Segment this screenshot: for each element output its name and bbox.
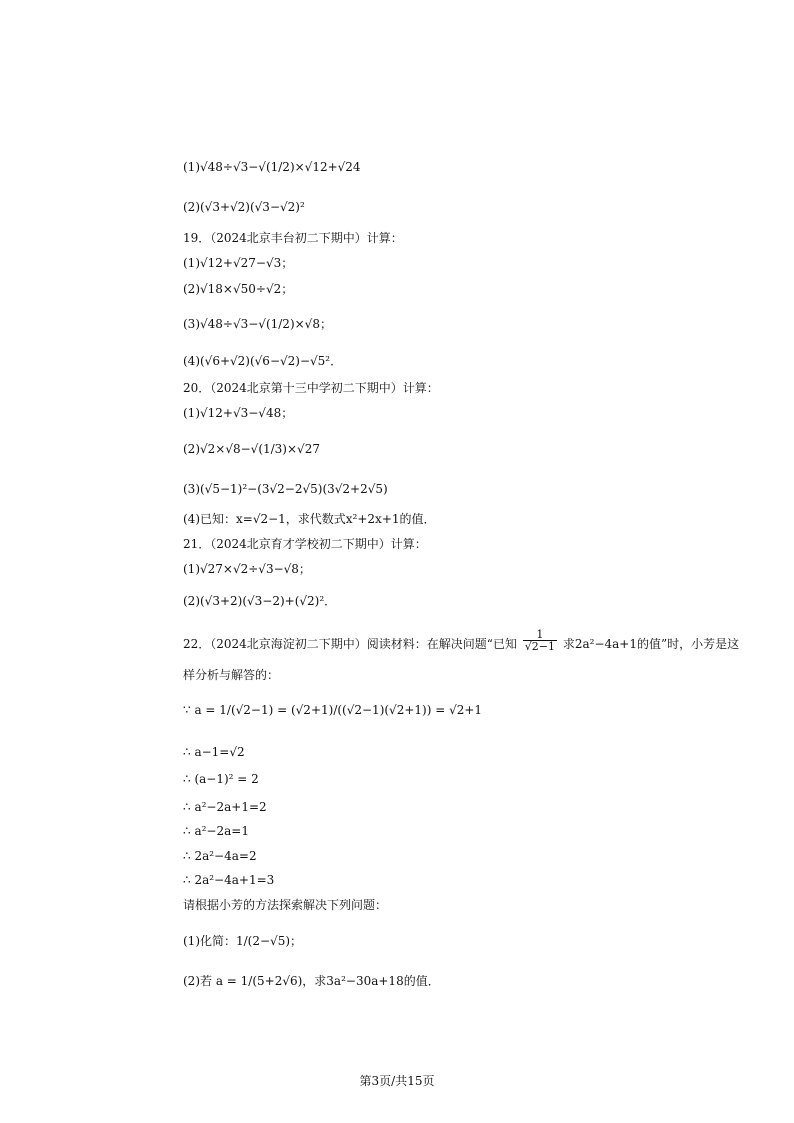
line-19-3: (3)√48÷√3−√(1/2)×√8；	[183, 317, 332, 331]
line-20-1: (1)√12+√3−√48；	[183, 406, 294, 420]
given-fraction-num: 1	[523, 629, 557, 641]
line-20-4: (4)已知：x=√2−1，求代数式x²+2x+1的值．	[183, 512, 436, 526]
problem-22-title-a: 22．（2024北京海淀初二下期中）阅读材料：在解决问题“已知	[183, 637, 517, 651]
step-3: ∴ (a−1)² = 2	[183, 772, 259, 786]
problem-22-title	[183, 628, 740, 653]
problem-19-title: 19．（2024北京丰台初二下期中）计算：	[183, 231, 403, 245]
line-20-2: (2)√2×√8−√(1/3)×√27	[183, 442, 320, 456]
problem-22-title-cont: 样分析与解答的：	[183, 668, 280, 682]
problem-22-title-b: 求2a²−4a+1的值”时，小芳是这	[562, 637, 740, 651]
line-20-3: (3)(√5−1)²−(3√2−2√5)(3√2+2√5)	[183, 482, 388, 496]
line-21-2: (2)(√3+2)(√3−2)+(√2)²．	[183, 594, 337, 608]
step-4: ∴ a²−2a+1=2	[183, 800, 267, 814]
problem-22-ask: 请根据小芳的方法探索解决下列问题：	[183, 898, 388, 912]
step-5: ∴ a²−2a=1	[183, 824, 249, 838]
page-footer: 第3页/共15页	[359, 1074, 435, 1088]
line-22-2: (2)若 a = 1/(5+2√6)，求3a²−30a+18的值．	[183, 974, 440, 988]
line-19-1: (1)√12+√27−√3；	[183, 256, 294, 270]
line-19-4: (4)(√6+√2)(√6−√2)−√5²．	[183, 354, 343, 368]
step-2: ∴ a−1=√2	[183, 745, 245, 759]
problem-21-title: 21．（2024北京育才学校初二下期中）计算：	[183, 537, 427, 551]
step-6: ∴ 2a²−4a=2	[183, 849, 257, 863]
line-22-1: (1)化简：1/(2−√5)；	[183, 934, 303, 948]
given-fraction-den: √2−1	[524, 640, 556, 653]
step-1: ∵ a = 1/(√2−1) = (√2+1)/((√2−1)(√2+1)) = √2+1	[183, 703, 483, 717]
line-19-2: (2)√18×√50÷√2；	[183, 282, 294, 296]
problem-20-title: 20．（2024北京第十三中学初二下期中）计算：	[183, 381, 439, 395]
line-18-1: (1)√48÷√3−√(1/2)×√12+√24	[183, 160, 361, 174]
line-18-2: (2)(√3+√2)(√3−√2)²	[183, 200, 305, 214]
given-fraction	[523, 629, 557, 652]
step-7: ∴ 2a²−4a+1=3	[183, 873, 275, 887]
line-21-1: (1)√27×√2÷√3−√8；	[183, 562, 311, 576]
